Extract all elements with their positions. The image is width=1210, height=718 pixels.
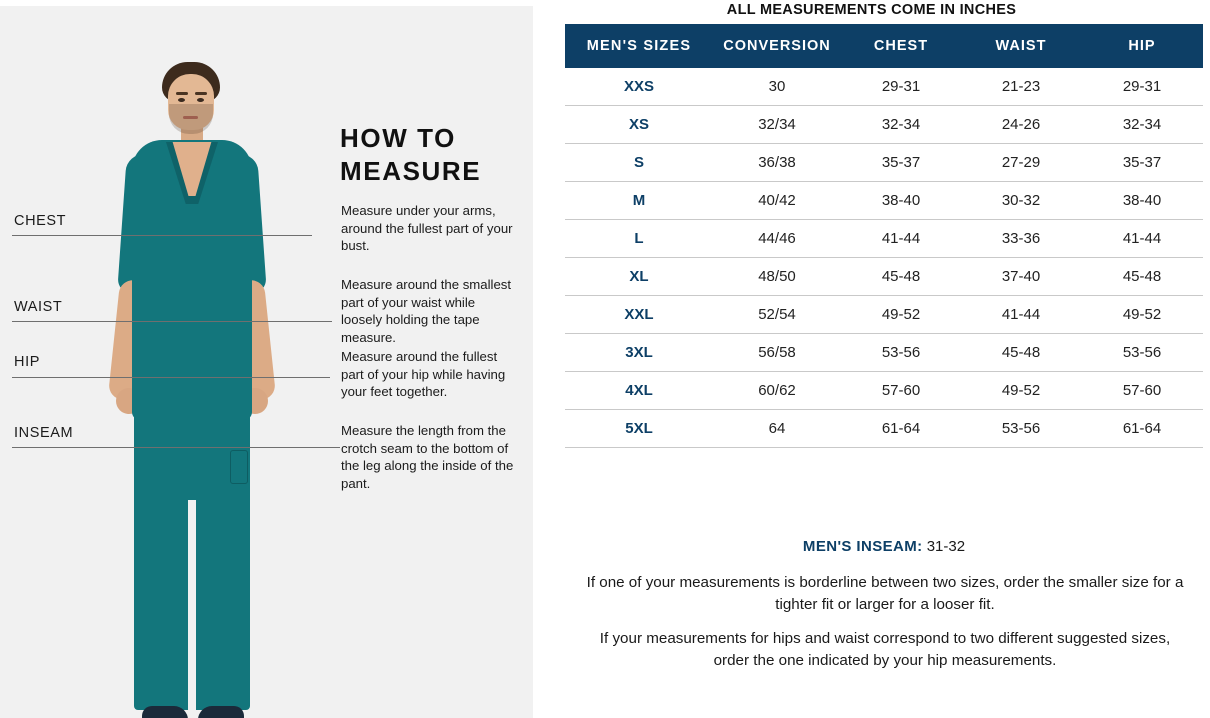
- cell-chest: 49-52: [841, 296, 961, 334]
- cell-hip: 53-56: [1081, 334, 1203, 372]
- how-to-measure-heading: HOW TO MEASURE: [340, 123, 482, 186]
- mens-inseam-line: [565, 538, 1203, 555]
- table-row: [565, 296, 1203, 334]
- eye-left: [178, 98, 185, 102]
- header-waist: WAIST: [961, 24, 1081, 68]
- cell-size: XL: [565, 258, 713, 296]
- cell-waist: 24-26: [961, 106, 1081, 144]
- table-row: [565, 144, 1203, 182]
- cell-hip: 29-31: [1081, 68, 1203, 106]
- table-row: [565, 334, 1203, 372]
- cell-chest: 29-31: [841, 68, 961, 106]
- cell-conversion: 60/62: [713, 372, 841, 410]
- cell-waist: 21-23: [961, 68, 1081, 106]
- cell-conversion: 52/54: [713, 296, 841, 334]
- note-borderline-sizes: If one of your measurements is borderline between two sizes, order the smaller size for a tighter fit or larger for a looser fit.: [586, 574, 1184, 613]
- inseam-guide-line: [12, 447, 340, 448]
- cell-chest: 41-44: [841, 220, 961, 258]
- cell-waist: 53-56: [961, 410, 1081, 448]
- how-to-measure-panel: [0, 0, 533, 718]
- mens-size-table: [565, 24, 1203, 448]
- cell-size: XXS: [565, 68, 713, 106]
- cell-chest: 38-40: [841, 182, 961, 220]
- cell-size: 5XL: [565, 410, 713, 448]
- cell-conversion: 56/58: [713, 334, 841, 372]
- cell-chest: 57-60: [841, 372, 961, 410]
- cell-conversion: 30: [713, 68, 841, 106]
- note-hip-priority: If your measurements for hips and waist correspond to two different suggested sizes, order the one indicated by your hip measurements.: [599, 630, 1171, 669]
- header-chest: CHEST: [841, 24, 961, 68]
- cell-waist: 37-40: [961, 258, 1081, 296]
- description-hip: Measure around the fullest part of your hip while having your feet together.: [341, 349, 506, 400]
- cell-waist: 30-32: [961, 182, 1081, 220]
- cell-hip: 38-40: [1081, 182, 1203, 220]
- eye-right: [197, 98, 204, 102]
- table-row: [565, 258, 1203, 296]
- cell-chest: 53-56: [841, 334, 961, 372]
- mouth: [183, 116, 198, 119]
- model-illustration: [70, 30, 330, 718]
- eyebrow-left: [176, 92, 188, 95]
- table-body: [565, 68, 1203, 448]
- label-inseam: INSEAM: [14, 425, 74, 441]
- cell-hip: 61-64: [1081, 410, 1203, 448]
- cell-size: M: [565, 182, 713, 220]
- table-row: [565, 68, 1203, 106]
- cell-size: XXL: [565, 296, 713, 334]
- cell-conversion: 32/34: [713, 106, 841, 144]
- table-header-row: [565, 24, 1203, 68]
- beard: [169, 104, 213, 134]
- size-table-panel: [533, 0, 1210, 718]
- cell-hip: 41-44: [1081, 220, 1203, 258]
- cell-chest: 45-48: [841, 258, 961, 296]
- cell-size: XS: [565, 106, 713, 144]
- cell-conversion: 44/46: [713, 220, 841, 258]
- hip-guide-line: [12, 377, 330, 378]
- label-hip: HIP: [14, 354, 40, 370]
- shoe-left: [142, 706, 188, 718]
- table-header: [565, 24, 1203, 68]
- pants-cargo-pocket: [230, 450, 248, 484]
- table-row: [565, 372, 1203, 410]
- shoe-right: [198, 706, 244, 718]
- pant-leg-gap: [188, 500, 196, 712]
- header-conversion: CONVERSION: [713, 24, 841, 68]
- table-row: [565, 106, 1203, 144]
- header-hip: HIP: [1081, 24, 1203, 68]
- cell-size: S: [565, 144, 713, 182]
- measurements-banner: ALL MEASUREMENTS COME IN INCHES: [726, 2, 1017, 18]
- panel-top-strip: [0, 0, 533, 6]
- description-chest: Measure under your arms, around the fullest part of your bust.: [341, 203, 513, 254]
- cell-waist: 45-48: [961, 334, 1081, 372]
- chest-guide-line: [12, 235, 312, 236]
- table-row: [565, 182, 1203, 220]
- inseam-value: 31-32: [926, 538, 966, 555]
- cell-chest: 32-34: [841, 106, 961, 144]
- cell-hip: 32-34: [1081, 106, 1203, 144]
- table-row: [565, 410, 1203, 448]
- waist-guide-line: [12, 321, 332, 322]
- cell-waist: 33-36: [961, 220, 1081, 258]
- cell-conversion: 40/42: [713, 182, 841, 220]
- cell-hip: 35-37: [1081, 144, 1203, 182]
- description-inseam: Measure the length from the crotch seam to the bottom of the leg along the inside of the pant.: [341, 423, 514, 491]
- table-row: [565, 220, 1203, 258]
- label-chest: CHEST: [14, 213, 67, 229]
- cell-hip: 49-52: [1081, 296, 1203, 334]
- cell-chest: 35-37: [841, 144, 961, 182]
- cell-hip: 57-60: [1081, 372, 1203, 410]
- label-waist: WAIST: [14, 299, 63, 315]
- cell-waist: 41-44: [961, 296, 1081, 334]
- description-waist: Measure around the smallest part of your waist while loosely holding the tape measure.: [341, 277, 512, 345]
- cell-conversion: 64: [713, 410, 841, 448]
- eyebrow-right: [195, 92, 207, 95]
- cell-waist: 27-29: [961, 144, 1081, 182]
- cell-size: 4XL: [565, 372, 713, 410]
- cell-hip: 45-48: [1081, 258, 1203, 296]
- cell-size: L: [565, 220, 713, 258]
- header-mens-sizes: MEN'S SIZES: [565, 24, 713, 68]
- cell-conversion: 36/38: [713, 144, 841, 182]
- cell-chest: 61-64: [841, 410, 961, 448]
- cell-waist: 49-52: [961, 372, 1081, 410]
- inseam-label: MEN'S INSEAM:: [802, 538, 923, 555]
- cell-size: 3XL: [565, 334, 713, 372]
- cell-conversion: 48/50: [713, 258, 841, 296]
